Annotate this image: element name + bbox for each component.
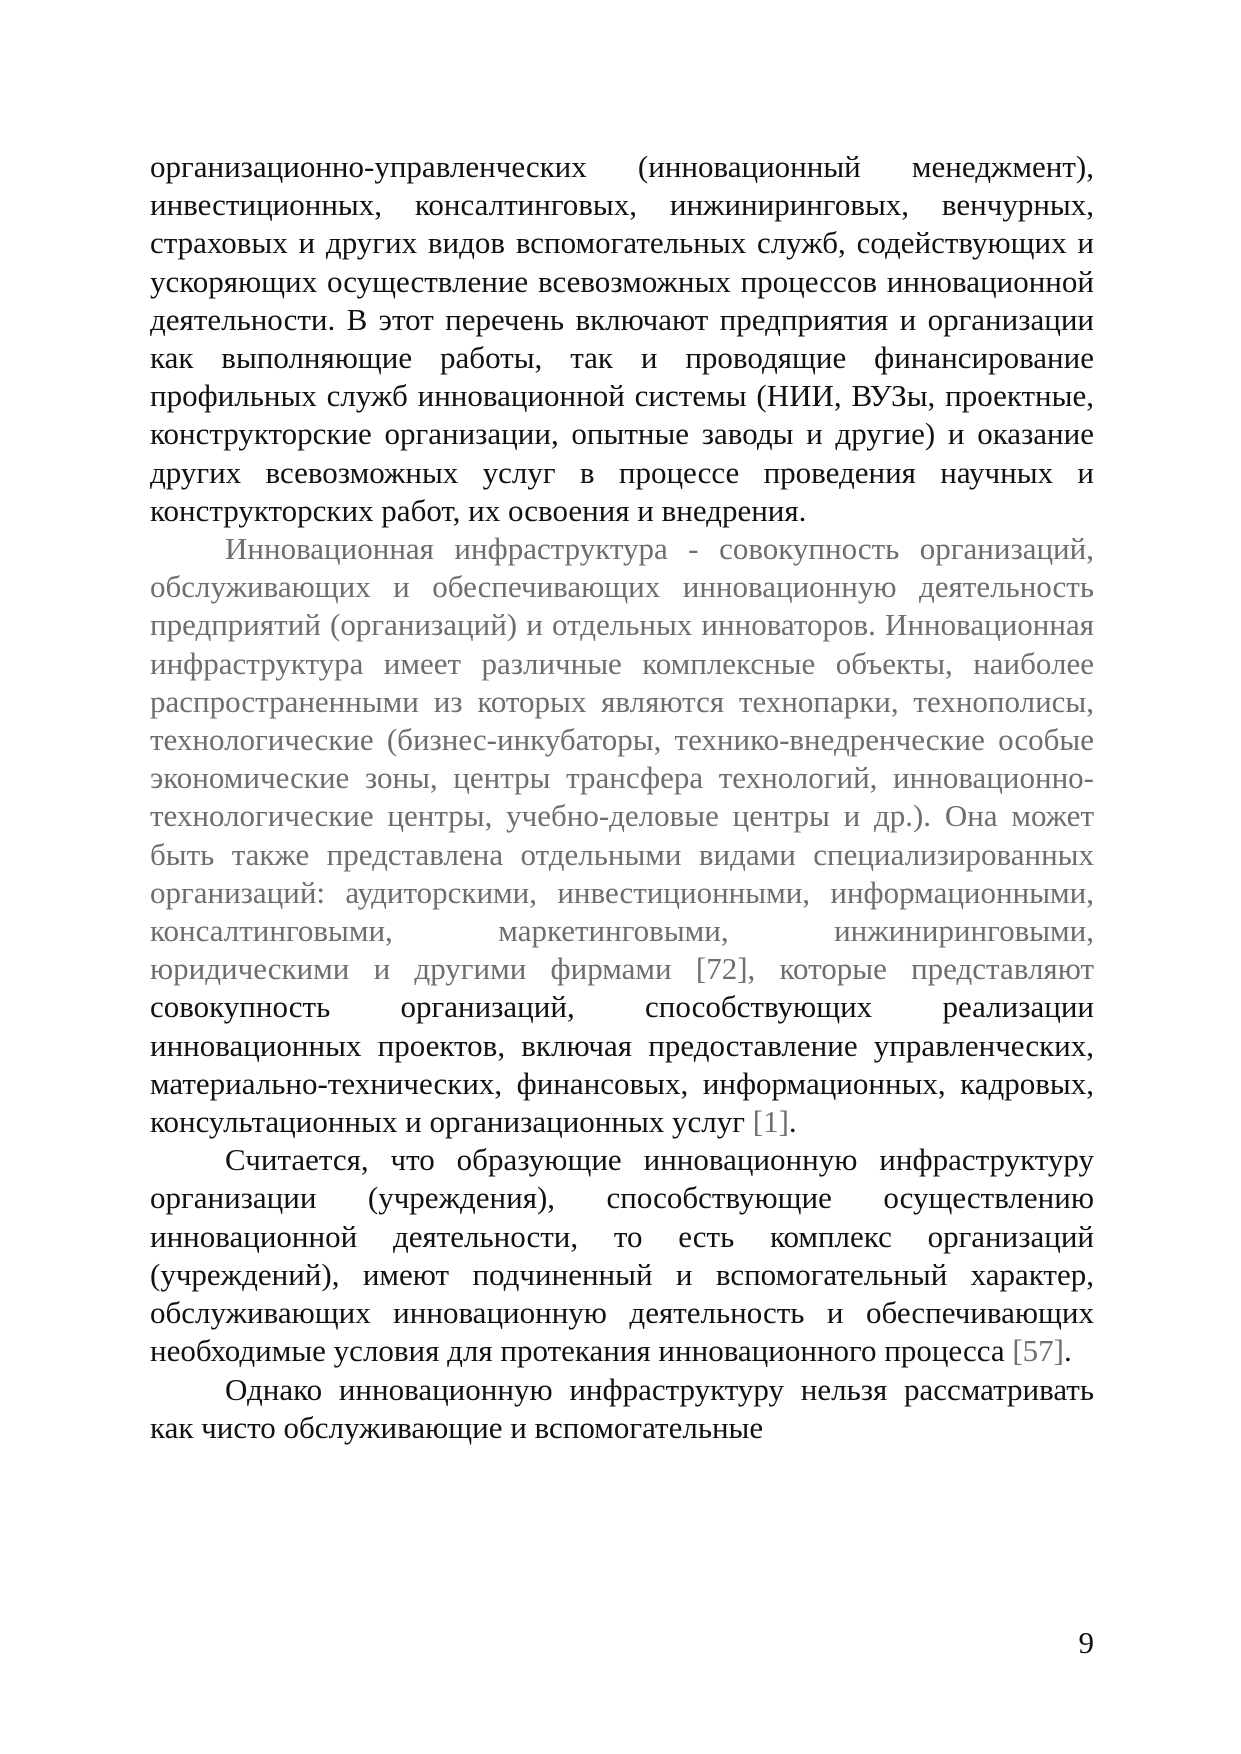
paragraph-2 (150, 530, 1094, 1141)
paragraph-2-quoted-text: Инновационная инфраструктура - совокупность организаций, обслуживающих и обеспечивающих инновационную деятельность предприятий (организаций) и отдельных инноваторов. Инновационная инфраструктура имеет различные комплексные объекты, наиболее распространенными из которых являются технопарки, технополисы, технологические (бизнес-инкубаторы, технико-внедренческие особые экономические зоны, центры трансфера технологий, инновационно-технологические центры, учебно-деловые центры и др.). Она может быть также представлена отдельными видами специализированных организаций: аудиторскими, инвестиционными, информационными, консалтинговыми, маркетинговыми, инжиниринговыми, юридическими и другими фирмами [72], которые представляют (150, 531, 1094, 987)
paragraph-1 (150, 148, 1094, 530)
paragraph-3-end: . (1064, 1333, 1072, 1369)
paragraph-1-text: организационно-управленческих (инновационный менеджмент), инвестиционных, консалтинговых, инжиниринговых, венчурных, страховых и других видов вспомогательных служб, содействующих и ускоряющих осуществление всевозможных процессов инновационной деятельности. В этот перечень включают предприятия и организации как выполняющие работы, так и проводящие финансирование профильных служб инновационной системы (НИИ, ВУЗы, проектные, конструкторские организации, опытные заводы и другие) и оказание других всевозможных услуг в процессе проведения научных и конструкторских работ, их освоения и внедрения. (150, 149, 1094, 528)
paragraph-3-text: Считается, что образующие инновационную инфраструктуру организации (учреждения), способствующие осуществлению инновационной деятельности, то есть комплекс организаций (учреждений), имеют подчиненный и вспомогательный характер, обслуживающих инновационную деятельность и обеспечивающих необходимые условия для протекания инновационного процесса (150, 1142, 1094, 1369)
paragraph-4 (150, 1371, 1094, 1447)
document-body (150, 148, 1094, 1447)
page-number: 9 (1078, 1625, 1094, 1660)
citation-1: [1] (745, 1104, 789, 1140)
paragraph-3 (150, 1141, 1094, 1370)
citation-57: [57] (1004, 1333, 1065, 1369)
paragraph-4-text: Однако инновационную инфраструктуру нельзя рассматривать как чисто обслуживающие и вспомогательные (150, 1371, 1094, 1445)
paragraph-2-main-text: совокупность организаций, способствующих реализации инновационных проектов, включая предоставление управленческих, материально-технических, финансовых, информационных, кадровых, консультационных и организационных услуг (150, 989, 1094, 1140)
paragraph-2-end: . (788, 1104, 797, 1140)
